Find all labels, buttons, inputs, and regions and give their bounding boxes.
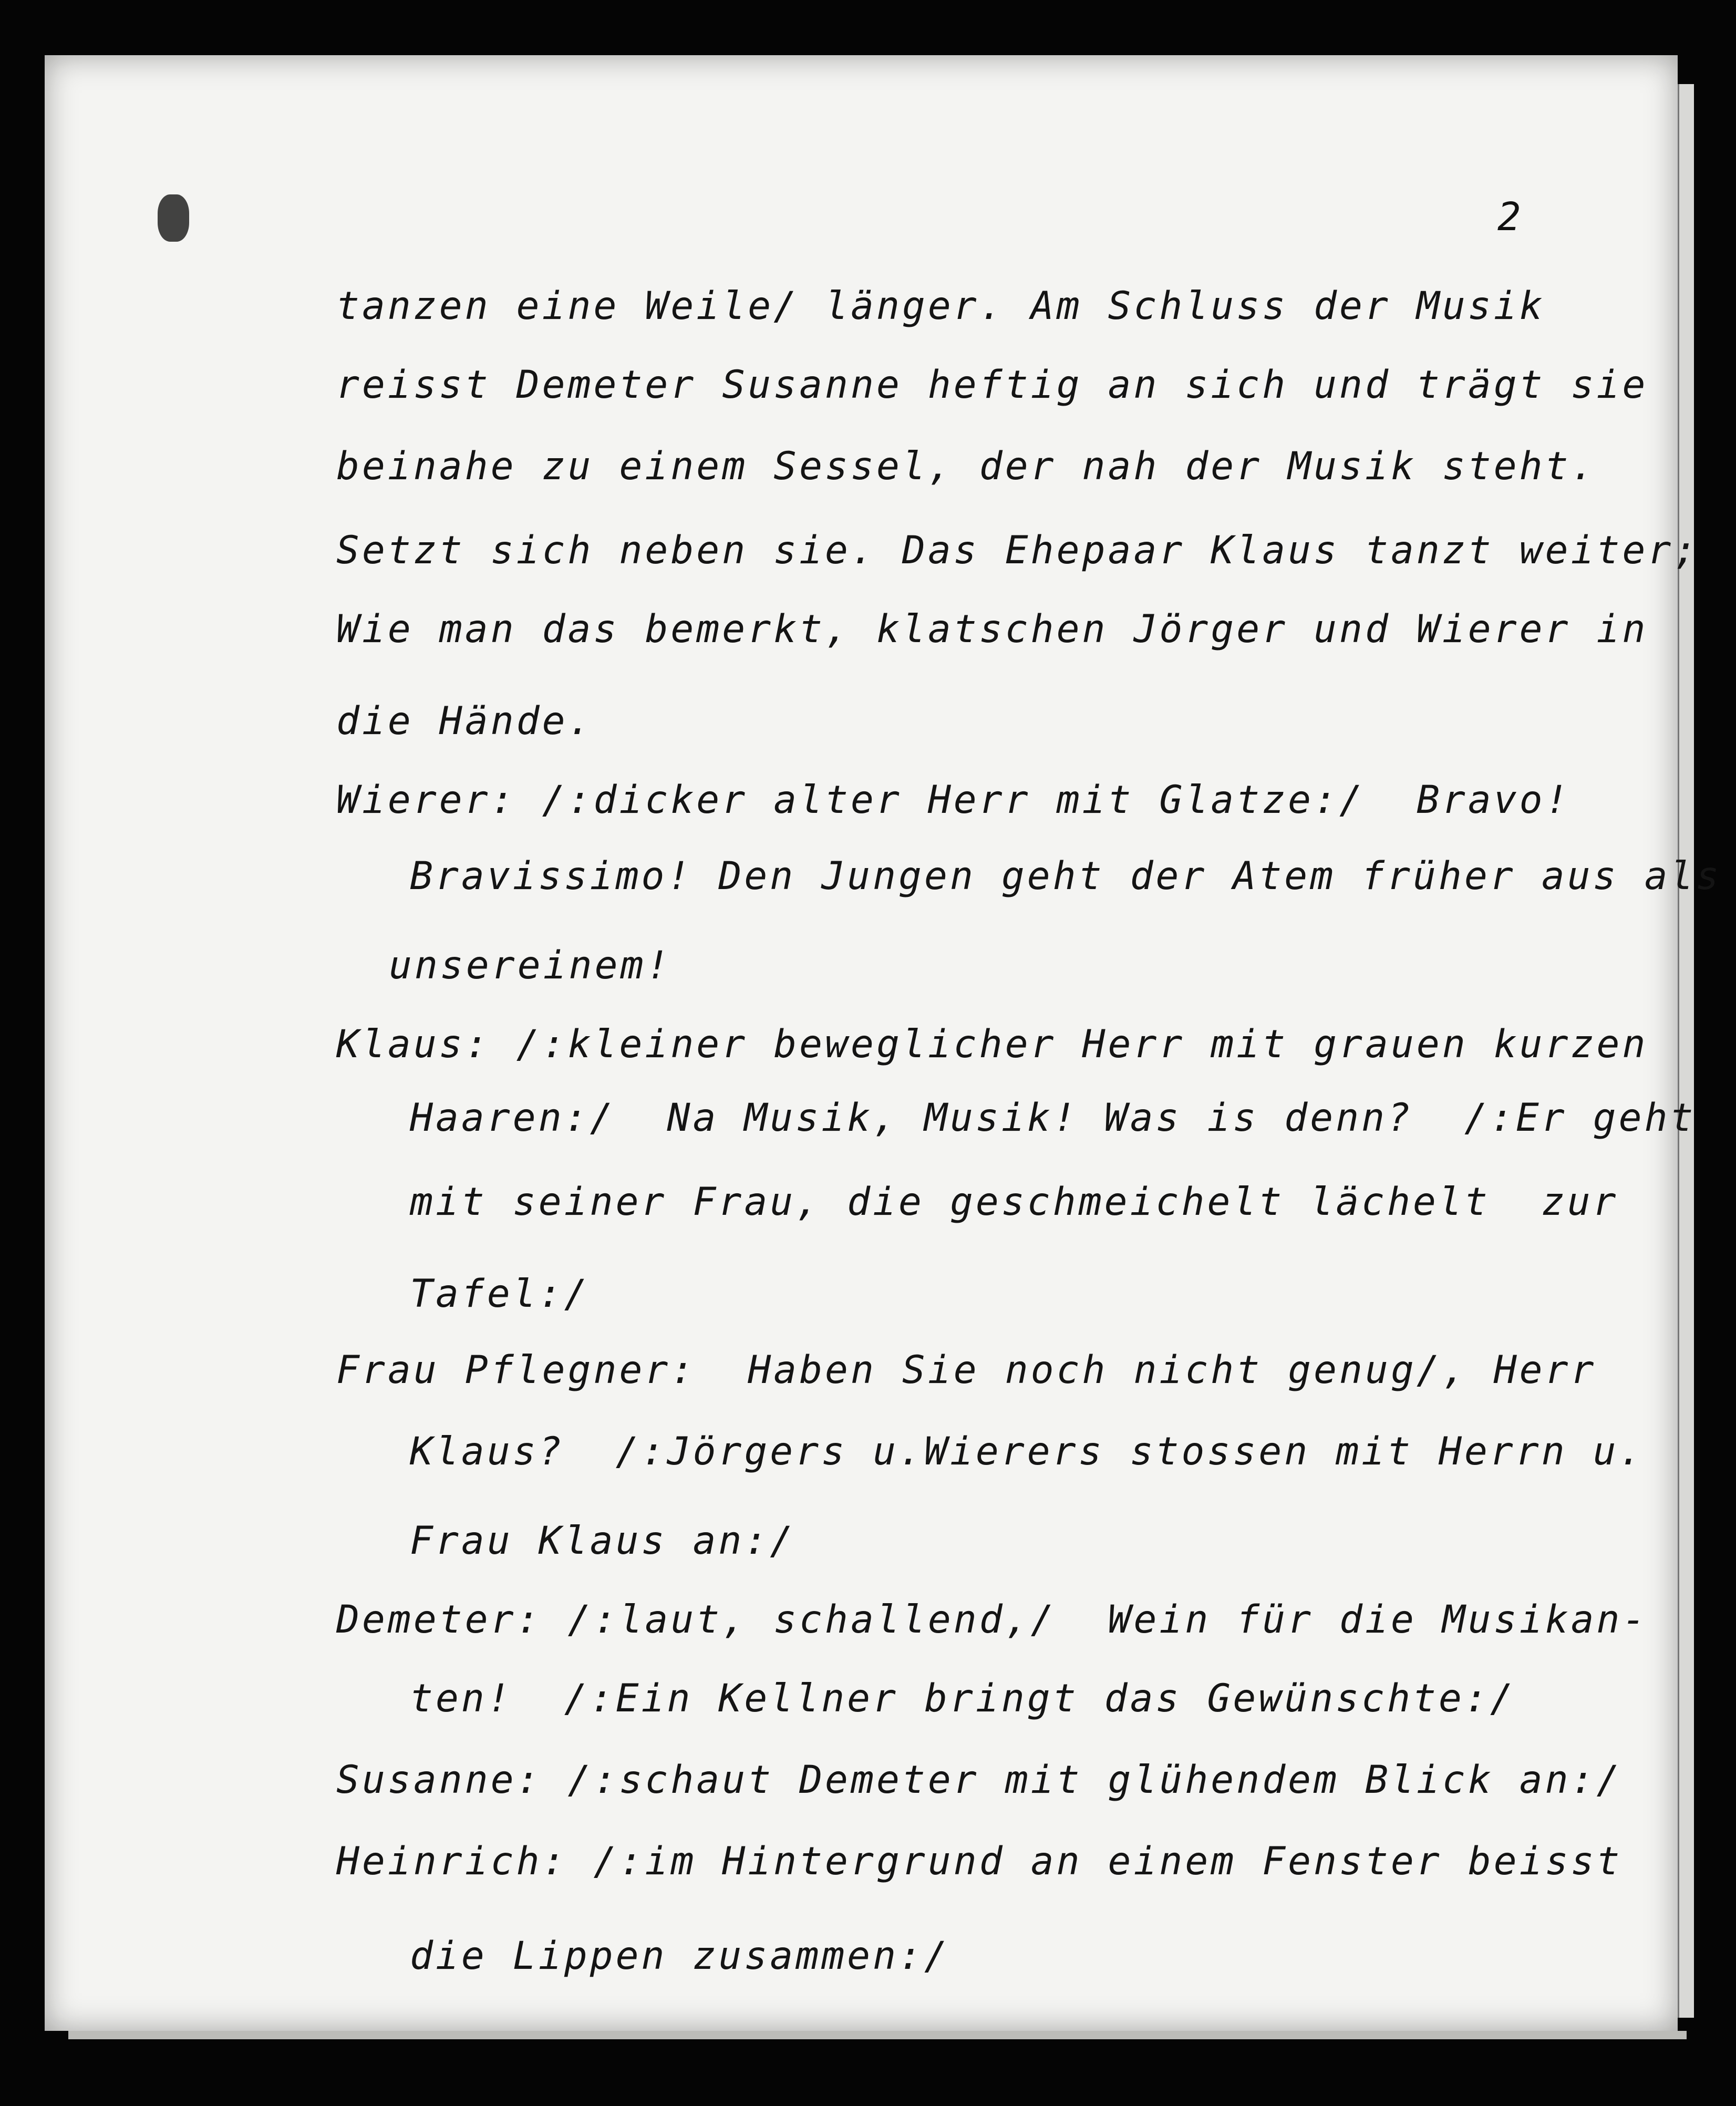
ink-smudge [158,194,189,242]
text-line: die Hände. [336,699,594,744]
text-line: beinahe zu einem Sessel, der nah der Musik steht. [336,444,1597,489]
text-line: Demeter: /:laut, schallend,/ Wein für die Musikan- [336,1597,1648,1642]
text-line: mit seiner Frau, die geschmeichelt lächelt zur [410,1180,1619,1224]
text-line: ten! /:Ein Kellner bringt das Gewünschte:/ [410,1676,1516,1721]
text-line: Heinrich: /:im Hintergrund an einem Fenster beisst [336,1839,1623,1884]
text-line: Wie man das bemerkt, klatschen Jörger und Wierer in [336,607,1648,652]
text-line: Klaus? /:Jörgers u.Wierers stossen mit Herrn u. [410,1429,1645,1474]
text-line: Tafel:/ [410,1272,590,1316]
text-line: Klaus: /:kleiner beweglicher Herr mit grauen kurzen [336,1022,1648,1067]
text-line: Frau Klaus an:/ [410,1519,796,1563]
text-line: Frau Pflegner: Haben Sie noch nicht genug/, Herr [336,1348,1597,1392]
text-line: die Lippen zusammen:/ [410,1934,950,1978]
page-number: 2 [1497,194,1522,240]
text-line: Setzt sich neben sie. Das Ehepaar Klaus tanzt weiter; [336,528,1700,573]
text-line: Wierer: /:dicker alter Herr mit Glatze:/ Bravo! [336,778,1571,822]
text-line: unsereinem! [389,943,672,988]
text-line: reisst Demeter Susanne heftig an sich und trägt sie [336,363,1648,407]
page-stack-edge-bottom [68,2031,1687,2039]
text-line: Bravissimo! Den Jungen geht der Atem früher aus als [410,854,1722,899]
text-line: Susanne: /:schaut Demeter mit glühendem Blick an:/ [336,1758,1623,1802]
page-stack-edge-right [1678,84,1694,2018]
text-line: Haaren:/ Na Musik, Musik! Was is denn? /:Er geht [410,1096,1696,1140]
text-line: tanzen eine Weile/ länger. Am Schluss der Musik [336,284,1545,328]
